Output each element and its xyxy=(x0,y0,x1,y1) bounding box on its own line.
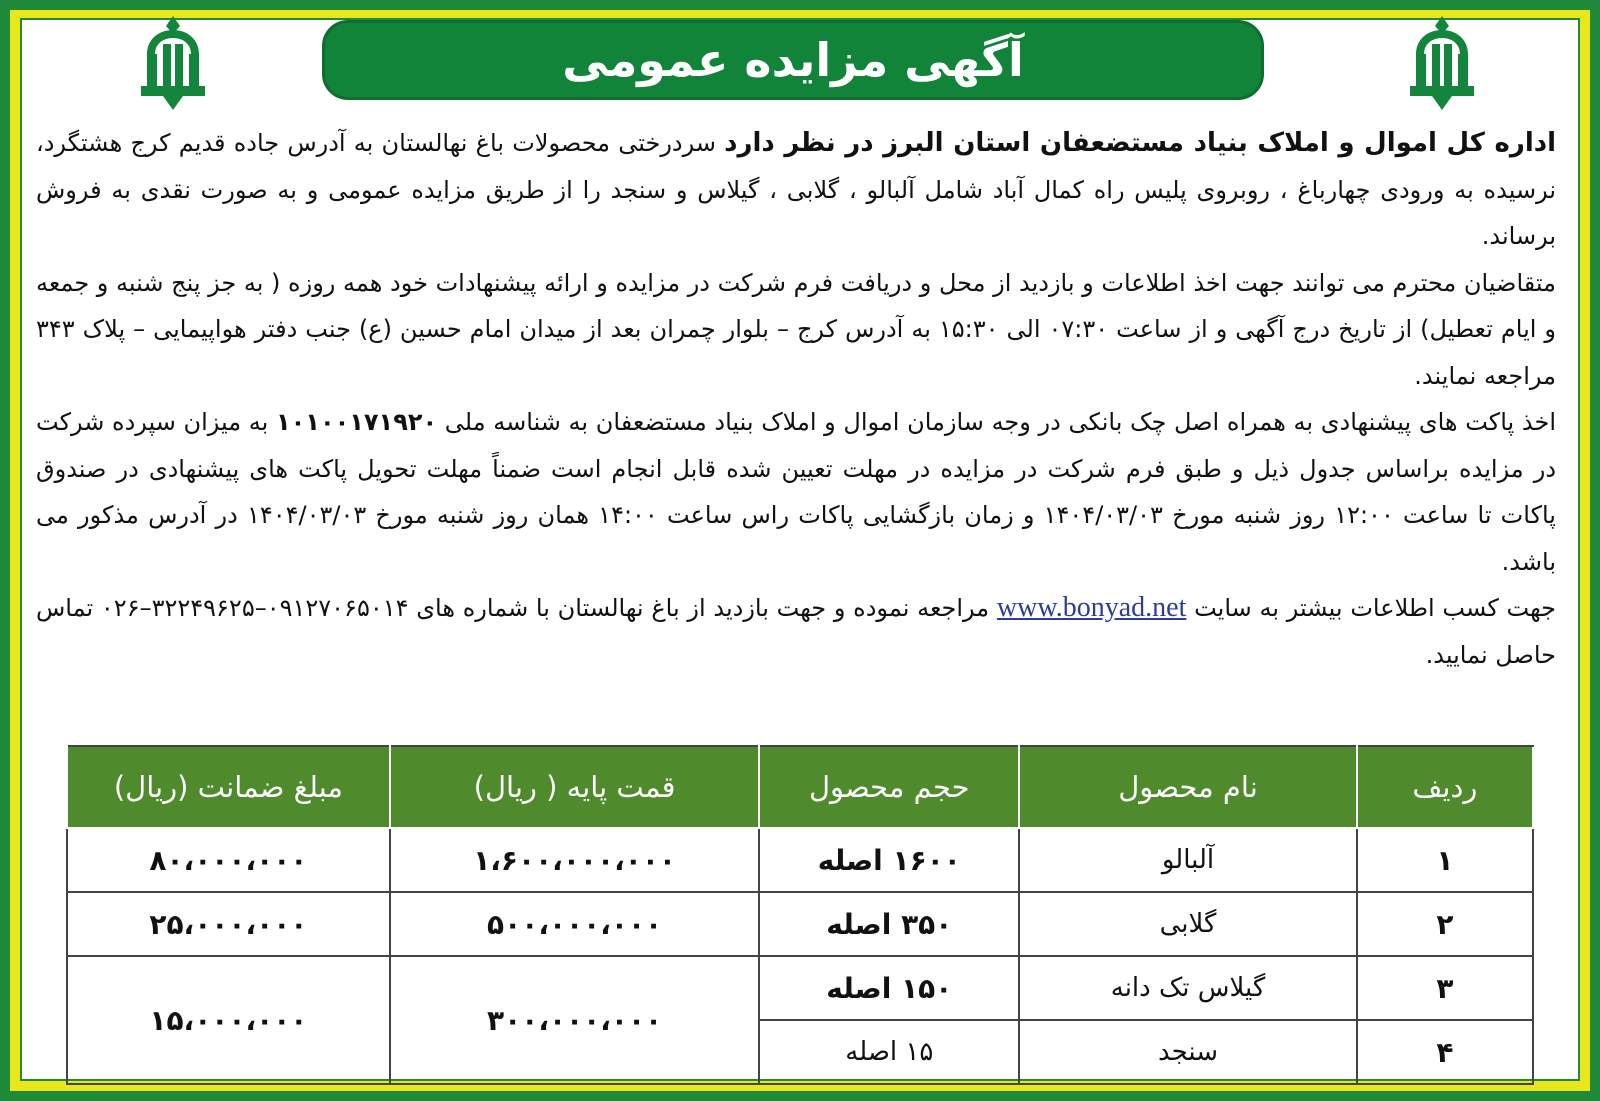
paragraph-contact xyxy=(36,585,1556,678)
website-link[interactable]: www.bonyad.net xyxy=(996,592,1187,623)
header-product-name: نام محصول xyxy=(1019,746,1357,828)
cell-guarantee: ۸۰،۰۰۰،۰۰۰ xyxy=(67,828,390,892)
table-header-row xyxy=(67,746,1533,828)
paragraph-intro xyxy=(36,120,1556,260)
bonyad-emblem-icon xyxy=(1402,14,1482,114)
bonyad-emblem-icon xyxy=(133,14,213,114)
cell-volume: ۱۶۰۰ اصله xyxy=(759,828,1019,892)
cell-base-price: ۵۰۰،۰۰۰،۰۰۰ xyxy=(390,892,760,956)
header-volume: حجم محصول xyxy=(759,746,1019,828)
cell-guarantee: ۱۵،۰۰۰،۰۰۰ xyxy=(67,956,390,1084)
cell-row-number: ۳ xyxy=(1357,956,1533,1020)
intro-rest: سردرختی محصولات باغ نهالستان به آدرس جاده قدیم کرج هشتگرد، نرسیده به ورودی چهارباغ ، روبروی پلیس راه کمال آباد شامل آلبالو ، گلابی ، گیلاس و سنجد را از طریق مزایده عمومی و به صورت نقدی به فروش برساند. xyxy=(36,129,1556,250)
cell-product-name: سنجد xyxy=(1019,1020,1357,1084)
table-row xyxy=(67,956,1533,1020)
cell-base-price: ۱،۶۰۰،۰۰۰،۰۰۰ xyxy=(390,828,760,892)
cell-row-number: ۴ xyxy=(1357,1020,1533,1084)
title-banner xyxy=(322,20,1264,100)
header-row-number: ردیف xyxy=(1357,746,1533,828)
announcement-body xyxy=(36,120,1556,678)
page-title: آگهی مزایده عمومی xyxy=(562,33,1024,87)
cell-volume: ۳۵۰ اصله xyxy=(759,892,1019,956)
visit-text: متقاضیان محترم می توانند جهت اخذ اطلاعات و بازدید از محل و دریافت فرم شرکت در مزایده و ارائه پیشنهادات خود همه روزه ( به جز پنج شنبه و جمعه و ایام تعطیل) از تاریخ درج آگهی و از ساعت ۰۷:۳۰ الی ۱۵:۳۰ به آدرس کرج – بلوار چمران بعد از میدان امام حسین (ع) جنب دفتر هواپیمایی – پلاک ۳۴۳ مراجعه نمایند. xyxy=(36,268,1556,390)
header-guarantee: مبلغ ضمانت (ریال) xyxy=(67,746,390,828)
cell-base-price: ۳۰۰،۰۰۰،۰۰۰ xyxy=(390,956,760,1084)
auction-table xyxy=(66,745,1534,1085)
table-row xyxy=(67,892,1533,956)
header-base-price: قمت پایه ( ریال) xyxy=(390,746,760,828)
intro-bold: اداره کل اموال و املاک بنیاد مستضعفان استان البرز در نظر دارد xyxy=(724,128,1556,158)
cell-guarantee: ۲۵،۰۰۰،۰۰۰ xyxy=(67,892,390,956)
cell-product-name: آلبالو xyxy=(1019,828,1357,892)
cell-volume: ۱۵۰ اصله xyxy=(759,956,1019,1020)
table-row xyxy=(67,828,1533,892)
cell-product-name: گیلاس تک دانه xyxy=(1019,956,1357,1020)
cell-row-number: ۲ xyxy=(1357,892,1533,956)
contact-text-2: مراجعه نموده و جهت بازدید از باغ نهالستان با شماره های ۰۹۱۲۷۰۶۵۰۱۴–۳۲۲۴۹۶۲۵–۰۲۶ تماس حاصل نمایید. xyxy=(36,594,1556,669)
contact-text-1: جهت کسب اطلاعات بیشتر به سایت xyxy=(1186,594,1556,622)
submission-text-2: به میزان سپرده شرکت در مزایده براساس جدول ذیل و طبق فرم شرکت در مزایده در مهلت تعیین شده قابل انجام است ضمناً مهلت تحویل پاکت های پیشنهادی در صندوق پاکات تا ساعت ۱۲:۰۰ روز شنبه مورخ ۱۴۰۴/۰۳/۰۳ و زمان بازگشایی پاکات راس ساعت ۱۴:۰۰ همان روز شنبه مورخ ۱۴۰۴/۰۳/۰۳ در آدرس مذکور می باشد. xyxy=(36,408,1556,576)
cell-product-name: گلابی xyxy=(1019,892,1357,956)
national-id: ۱۰۱۰۰۱۷۱۹۲۰ xyxy=(276,408,438,436)
cell-volume: ۱۵ اصله xyxy=(759,1020,1019,1084)
paragraph-visit xyxy=(36,260,1556,400)
paragraph-submission xyxy=(36,399,1556,585)
submission-text-1: اخذ پاکت های پیشنهادی به همراه اصل چک بانکی در وجه سازمان اموال و املاک بنیاد مستضعفان به شناسه ملی xyxy=(437,408,1556,436)
cell-row-number: ۱ xyxy=(1357,828,1533,892)
